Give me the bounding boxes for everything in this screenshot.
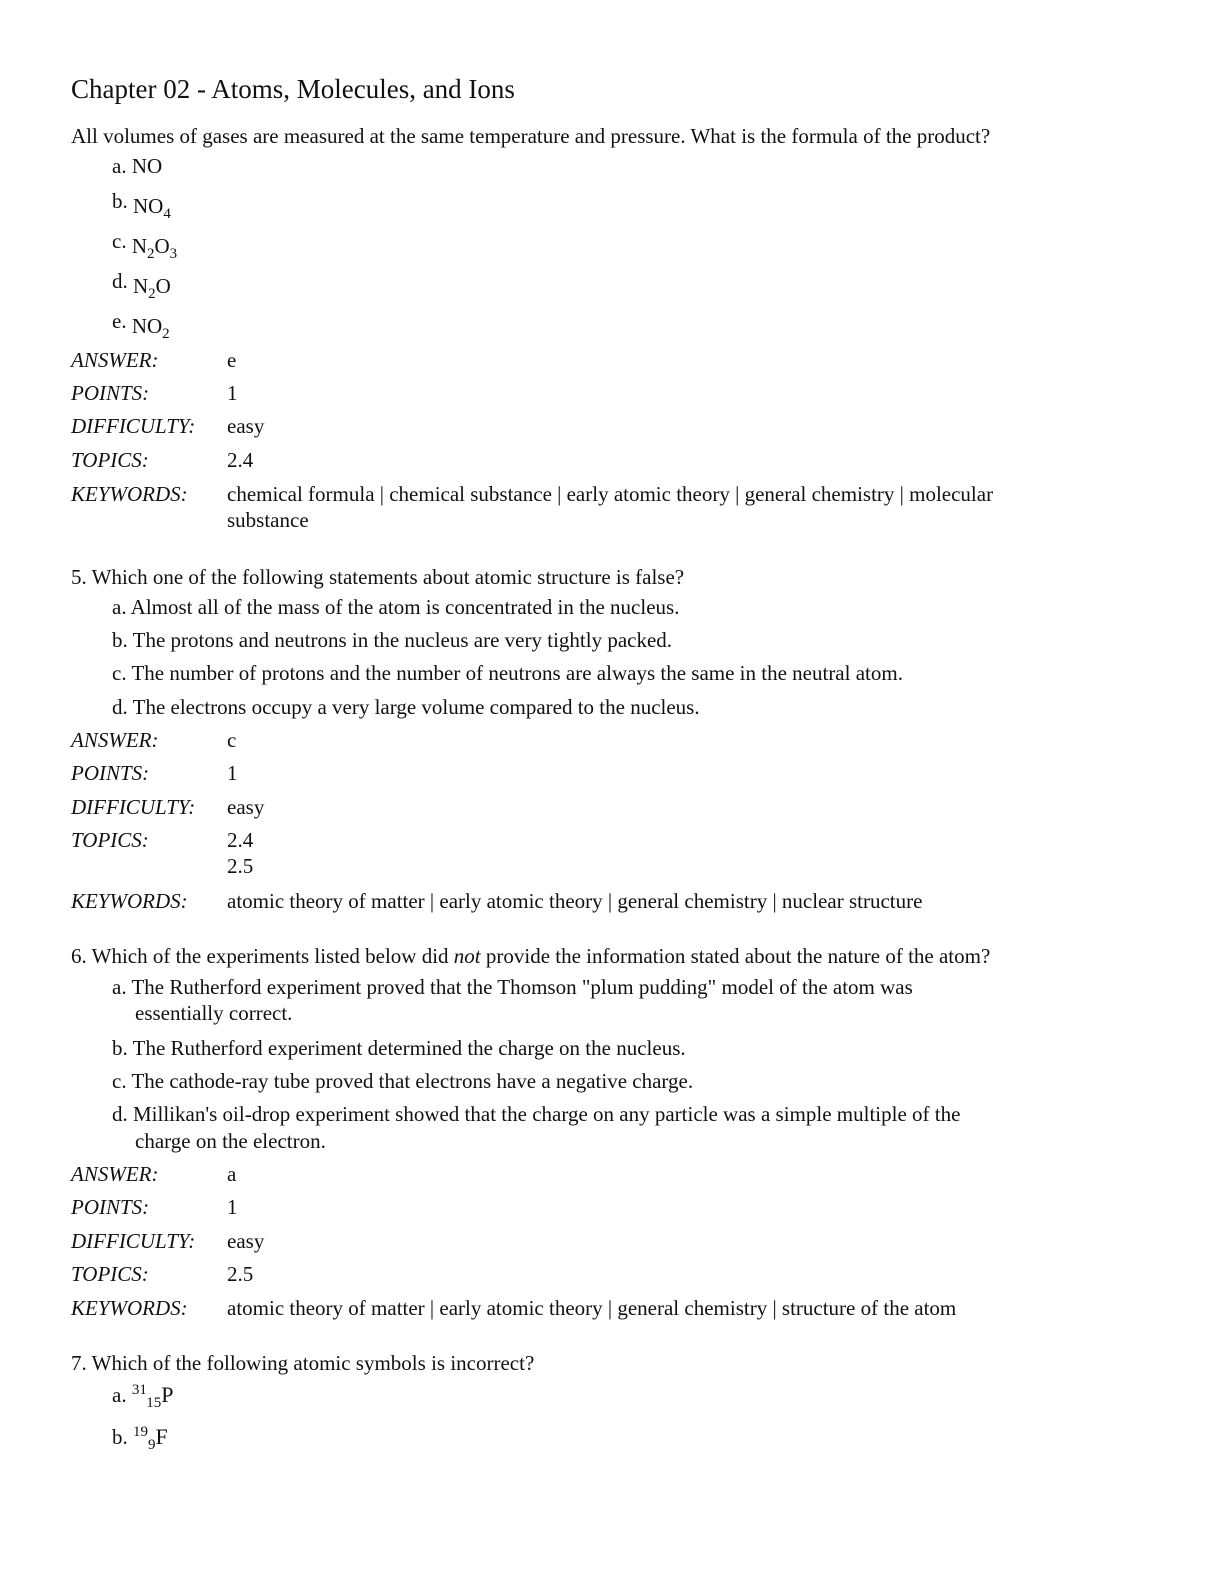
atomic-symbol: $^{19}_9$F [133, 1424, 168, 1453]
answer-option-a-continued: essentially correct. [135, 1001, 293, 1025]
emphasis: not [453, 944, 481, 968]
answer-label: ANSWER: [71, 348, 159, 372]
points-label: POINTS: [71, 761, 150, 785]
answer-option-d: d. Millikan's oil-drop experiment showed that the charge on any particle was a simple multiple of the [112, 1102, 961, 1126]
difficulty-value: easy [227, 795, 265, 819]
points-value: 1 [227, 761, 238, 785]
option-letter: d. [112, 269, 128, 293]
keywords-value: atomic theory of matter | early atomic theory | general chemistry | nuclear structure [227, 889, 923, 913]
answer-value: e [227, 348, 237, 372]
answer-option-a [112, 1382, 174, 1411]
option-letter: e. [112, 309, 127, 333]
points-value: 1 [227, 1195, 238, 1219]
keywords-value: atomic theory of matter | early atomic theory | general chemistry | structure of the atom [227, 1296, 957, 1320]
option-letter: b. [112, 189, 128, 213]
keywords-label: KEYWORDS: [71, 889, 188, 913]
answer-option-a [112, 153, 162, 179]
option-letter: b. [112, 1425, 128, 1449]
difficulty-label: DIFFICULTY: [71, 1229, 196, 1253]
difficulty-label: DIFFICULTY: [71, 414, 196, 438]
topics-value: 2.5 [227, 854, 254, 878]
difficulty-label: DIFFICULTY: [71, 795, 196, 819]
topics-value: 2.4 [227, 828, 254, 852]
answer-option-e [112, 309, 170, 342]
topics-label: TOPICS: [71, 448, 149, 472]
difficulty-value: easy [227, 414, 265, 438]
topics-value: 2.5 [227, 1262, 254, 1286]
keywords-label: KEYWORDS: [71, 1296, 188, 1320]
answer-label: ANSWER: [71, 728, 159, 752]
question-stem: 6. Which of the experiments listed below did not provide the information stated about the nature of the atom? [71, 944, 991, 968]
answer-value: c [227, 728, 237, 752]
answer-option-b: b. The Rutherford experiment determined the charge on the nucleus. [112, 1036, 686, 1060]
answer-option-b: b. The protons and neutrons in the nucleus are very tightly packed. [112, 628, 673, 652]
answer-value: a [227, 1162, 237, 1186]
atomic-symbol: $^{31}_{15}$P [131, 1382, 174, 1411]
answer-option-d-continued: charge on the electron. [135, 1129, 326, 1153]
answer-option-b [112, 189, 171, 222]
points-label: POINTS: [71, 381, 150, 405]
answer-label: ANSWER: [71, 1162, 159, 1186]
answer-option-c: c. The number of protons and the number of neutrons are always the same in the neutral atom. [112, 661, 903, 685]
points-value: 1 [227, 381, 238, 405]
topics-value: 2.4 [227, 448, 254, 472]
answer-option-c [112, 229, 178, 262]
keywords-value-continued: substance [227, 508, 309, 532]
option-formula: $NO_4$ [133, 194, 171, 222]
option-letter: a. [112, 154, 127, 178]
keywords-label: KEYWORDS: [71, 482, 188, 506]
chapter-title: Chapter 02 - Atoms, Molecules, and Ions [71, 74, 515, 104]
question-stem: 7. Which of the following atomic symbols is incorrect? [71, 1351, 535, 1375]
option-letter: a. [112, 1383, 127, 1407]
question-stem: 5. Which one of the following statements about atomic structure is false? [71, 565, 685, 589]
answer-option-a: a. The Rutherford experiment proved that the Thomson "plum pudding" model of the atom was [112, 975, 913, 999]
topics-label: TOPICS: [71, 828, 149, 852]
option-formula: $NO_2$ [131, 314, 170, 342]
difficulty-value: easy [227, 1229, 265, 1253]
option-text: NO [131, 154, 163, 178]
option-formula: $N_2O_3$ [131, 234, 178, 262]
points-label: POINTS: [71, 1195, 150, 1219]
answer-option-d [112, 269, 171, 302]
topics-label: TOPICS: [71, 1262, 149, 1286]
answer-option-b [112, 1424, 168, 1453]
option-formula: $N_2O$ [133, 274, 171, 302]
keywords-value: chemical formula | chemical substance | early atomic theory | general chemistry | molecular [227, 482, 994, 506]
answer-option-d: d. The electrons occupy a very large volume compared to the nucleus. [112, 695, 700, 719]
option-letter: c. [112, 229, 127, 253]
answer-option-c: c. The cathode-ray tube proved that electrons have a negative charge. [112, 1069, 694, 1093]
answer-option-a: a. Almost all of the mass of the atom is concentrated in the nucleus. [112, 595, 680, 619]
question-stem: All volumes of gases are measured at the same temperature and pressure. What is the formula of the product? [71, 124, 991, 148]
